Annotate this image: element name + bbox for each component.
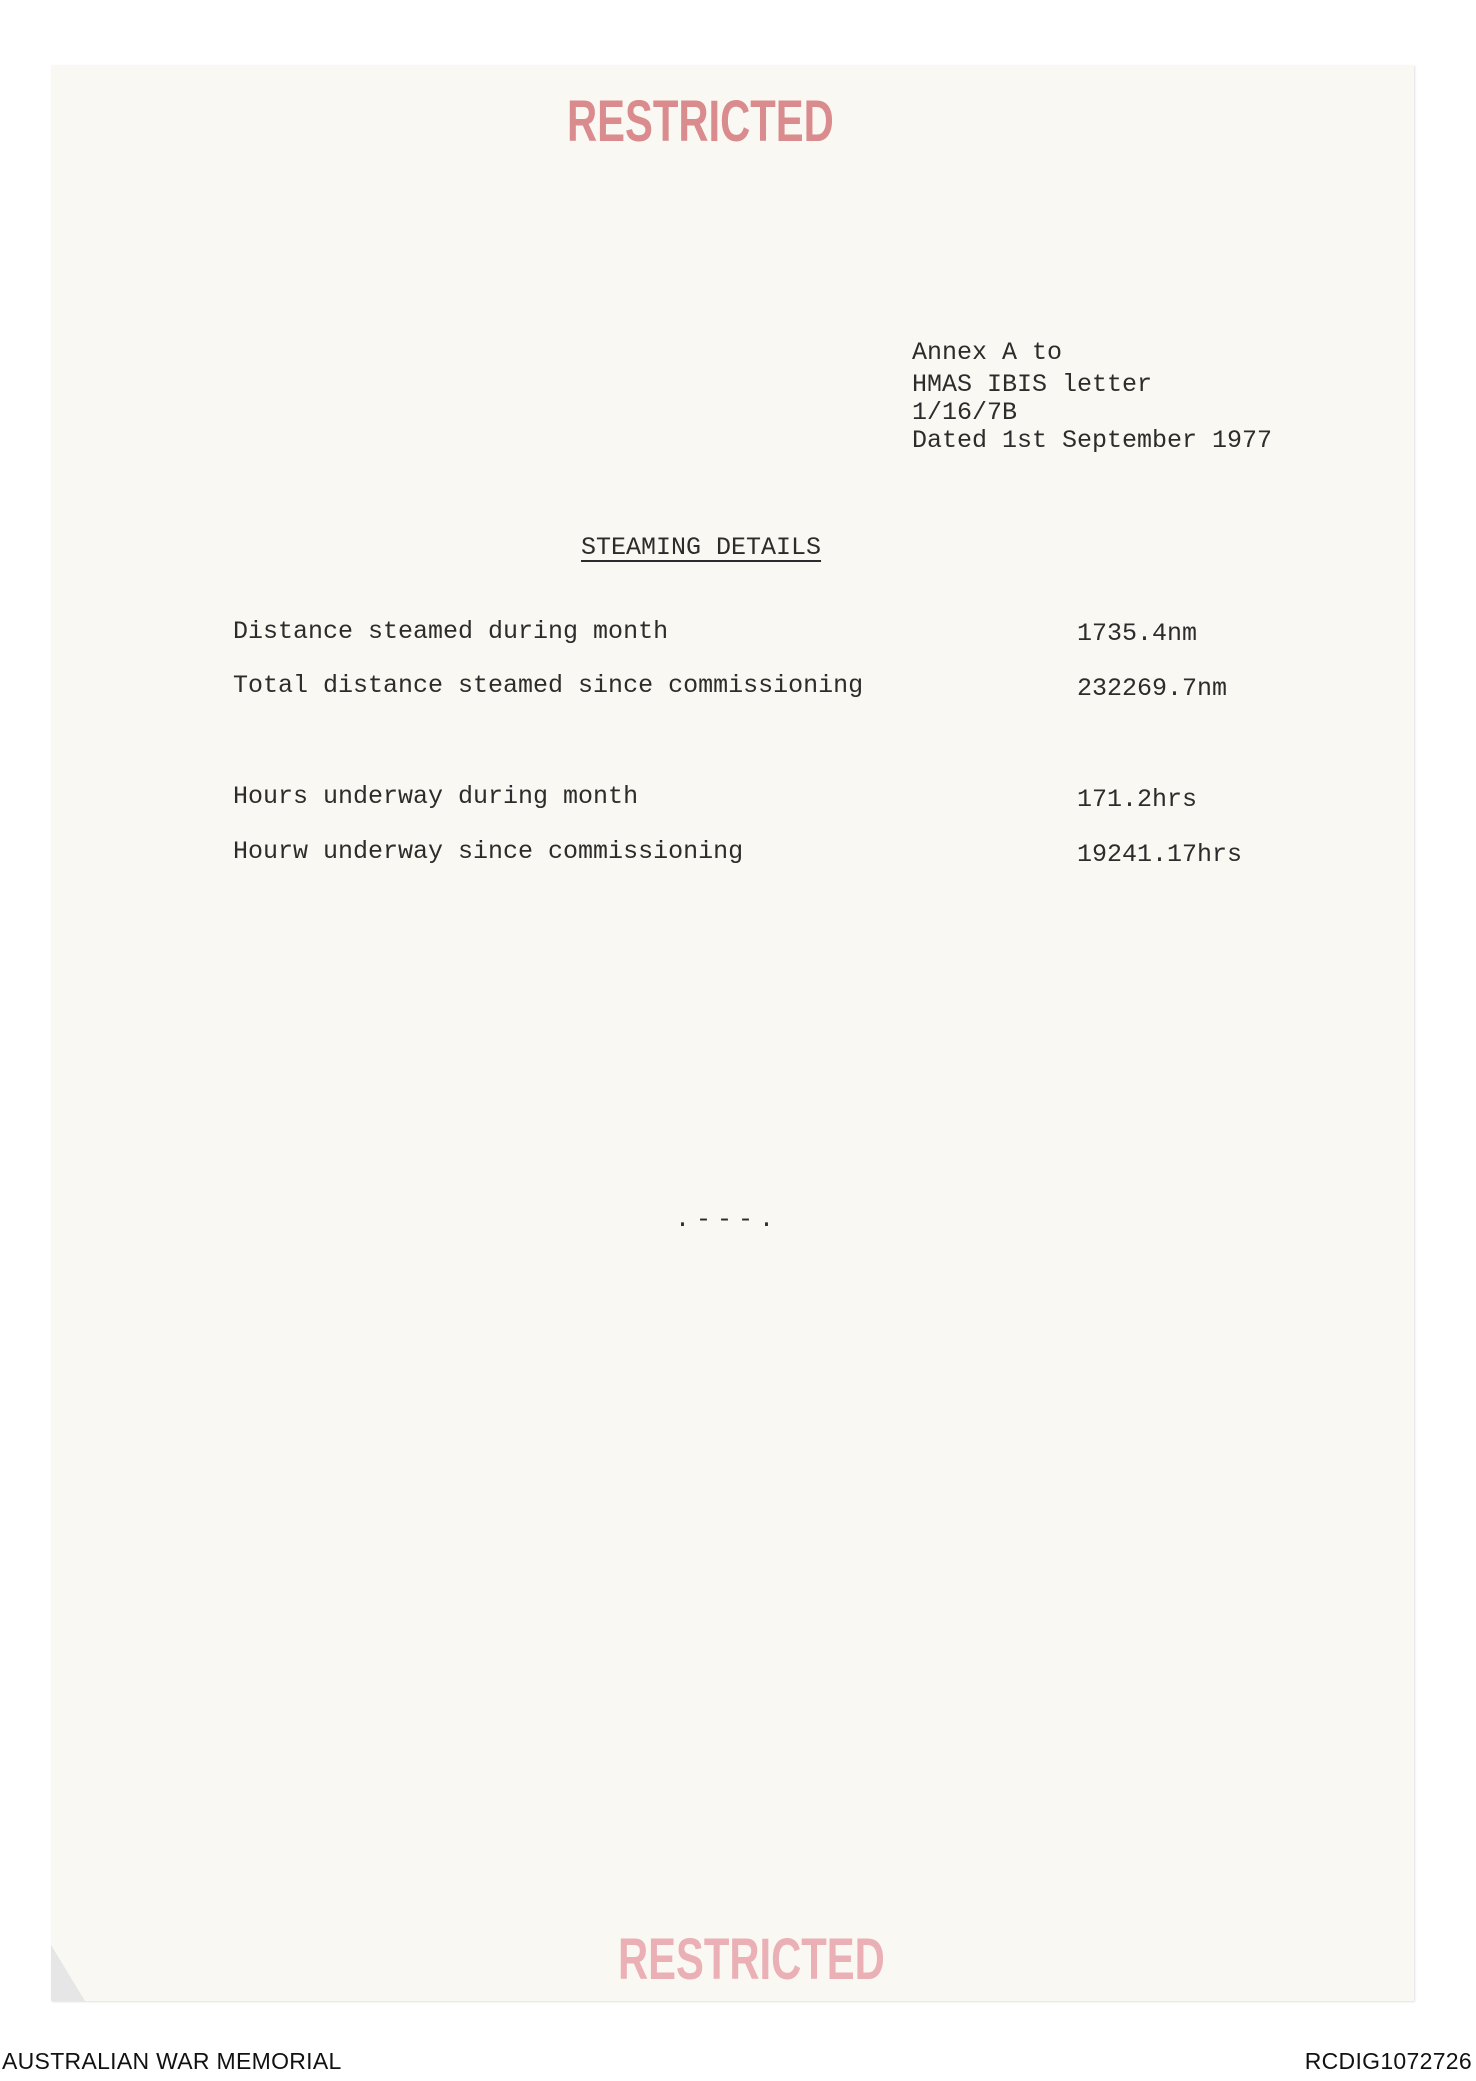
restricted-stamp-top: RESTRICTED xyxy=(567,89,834,154)
reference-line-4: Dated 1st September 1977 xyxy=(912,426,1273,455)
row-label: Hourw underway since commissioning xyxy=(233,837,744,866)
archive-credit: AUSTRALIAN WAR MEMORIAL xyxy=(2,2048,342,2074)
reference-line-3: 1/16/7B xyxy=(912,398,1018,427)
document-title: STEAMING DETAILS xyxy=(581,533,822,562)
row-label: Total distance steamed since commissioning xyxy=(233,671,864,700)
end-of-document-mark: .---. xyxy=(675,1205,781,1234)
page-corner-fold xyxy=(51,1945,85,2001)
row-value: 171.2hrs xyxy=(1077,785,1198,814)
document-page xyxy=(51,65,1414,2001)
row-label: Distance steamed during month xyxy=(233,617,669,646)
row-value: 1735.4nm xyxy=(1077,619,1198,648)
archive-id: RCDIG1072726 xyxy=(1304,2048,1472,2074)
row-value: 232269.7nm xyxy=(1077,674,1228,703)
reference-line-1: Annex A to xyxy=(912,338,1063,367)
reference-line-2: HMAS IBIS letter xyxy=(912,370,1153,399)
row-label: Hours underway during month xyxy=(233,782,639,811)
restricted-stamp-bottom: RESTRICTED xyxy=(618,1927,885,1992)
row-value: 19241.17hrs xyxy=(1077,840,1243,869)
